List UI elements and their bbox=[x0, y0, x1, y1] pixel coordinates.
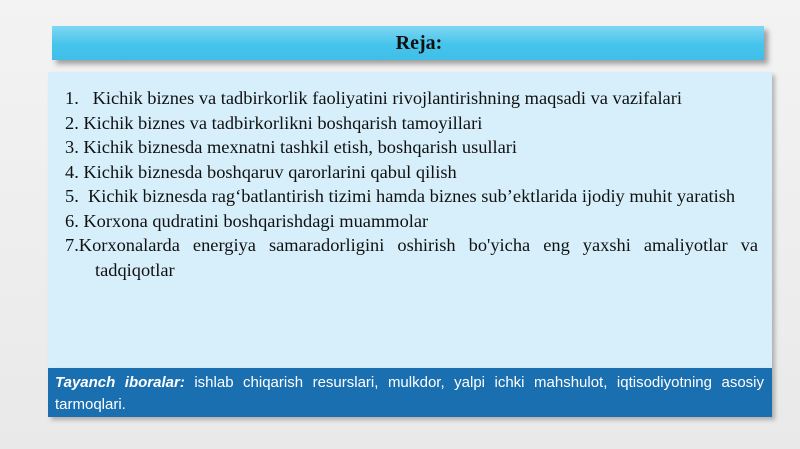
title-bar bbox=[52, 26, 764, 60]
plan-item-number: 5. bbox=[65, 186, 79, 206]
plan-item-number: 2. bbox=[65, 112, 79, 133]
plan-item-text: Kichik biznes va tadbirkorlik faoliyatini rivojlantirishning maqsadi va vazifalari bbox=[92, 88, 682, 108]
keywords-text: ishlab chiqarish resurslari, mulkdor, yalpi ichki mahshulot, iqtisodiyotning asosiy tarmoqlari. bbox=[55, 374, 764, 413]
plan-item-3 bbox=[65, 135, 758, 160]
plan-item-number: 1. bbox=[65, 88, 79, 108]
plan-item-number: 4. bbox=[65, 161, 79, 182]
plan-item-text: Kichik biznesda rag‘batlantirish tizimi hamda biznes sub’ektlarida ijodiy muhit yaratish bbox=[88, 186, 736, 206]
plan-item-5 bbox=[65, 184, 758, 209]
plan-item-6 bbox=[65, 209, 758, 234]
keywords-box bbox=[48, 368, 772, 417]
plan-item-number: 7. bbox=[65, 235, 79, 255]
plan-list bbox=[48, 72, 772, 282]
plan-item-4 bbox=[65, 160, 758, 185]
plan-item-text: Kichik biznes va tadbirkorlikni boshqarish tamoyillari bbox=[83, 112, 483, 133]
plan-item-1 bbox=[65, 86, 758, 111]
plan-item-number: 3. bbox=[65, 137, 79, 157]
keywords-label: Tayanch iboralar: bbox=[55, 374, 185, 391]
slide-title: Reja: bbox=[395, 31, 443, 54]
plan-item-text: Kichik biznesda mexnatni tashkil etish, boshqarish usullari bbox=[83, 137, 518, 157]
keywords-paragraph bbox=[48, 368, 772, 416]
plan-item-text: Kichik biznesda boshqaruv qarorlarini qabul qilish bbox=[83, 161, 457, 182]
plan-item-2 bbox=[65, 111, 758, 136]
plan-box bbox=[48, 72, 772, 368]
plan-item-text: Korxona qudratini boshqarishdagi muammolar bbox=[83, 210, 429, 231]
plan-item-7 bbox=[65, 233, 758, 282]
plan-item-number: 6. bbox=[65, 210, 79, 231]
plan-item-text: Korxonalarda energiya samaradorligini oshirish bo'yicha eng yaxshi amaliyotlar va tadqiqotlar bbox=[78, 235, 758, 280]
